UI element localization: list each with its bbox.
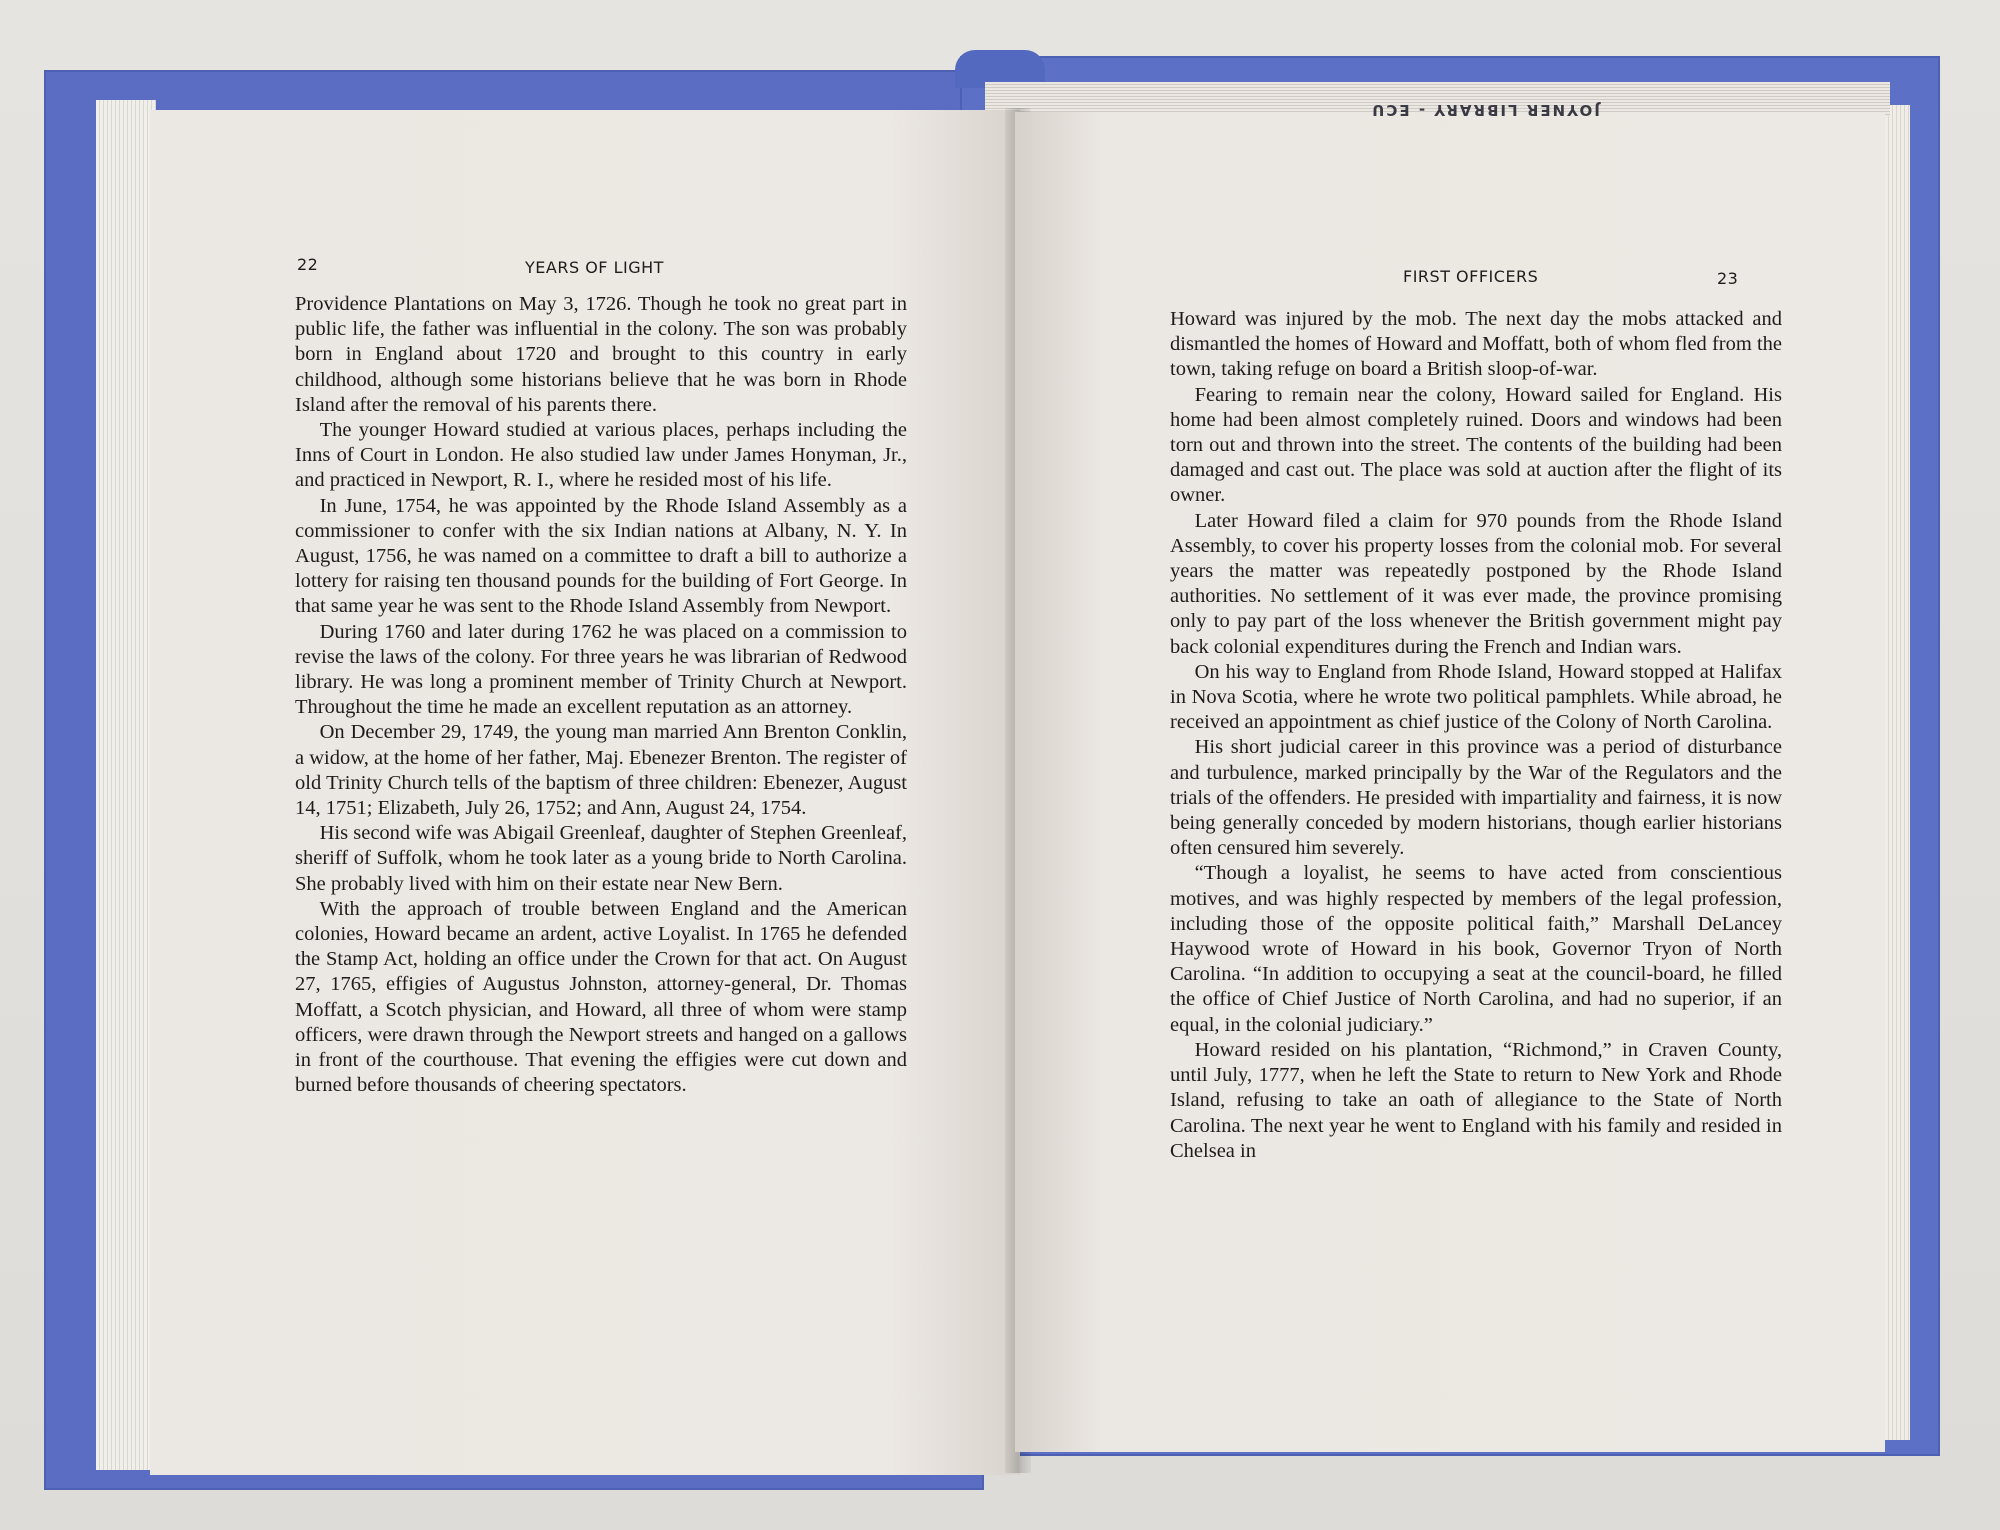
paragraph: Howard resided on his plantation, “Richmond,” in Craven County, until July, 1777, when he left the State to return to New York and Rhode Island, refusing to take an oath of allegiance to the State of North Carolina. The next year he went to England with his family and resided in Chelsea in xyxy=(1170,1038,1782,1162)
paragraph: “Though a loyalist, he seems to have acted from conscientious motives, and was highly respected by members of the legal profession, including those of the opposite political faith,” Marshall DeLancey Haywood wrote of Howard in his book, Governor Tryon of North Carolina. “In addition to occupying a seat at the council-board, he filled the office of Chief Justice of North Carolina, and had no superior, if an equal, in the colonial judiciary.” xyxy=(1170,862,1782,1036)
paragraph: With the approach of trouble between England and the American colonies, Howard became an ardent, active Loyalist. In 1765 he defended the Stamp Act, holding an office under the Crown for that act. On August 27, 1765, effigies of Augustus Johnston, attorney-general, Dr. Thomas Moffatt, a Scotch physician, and Howard, all three of whom were stamp officers, were drawn through the Newport streets and hanged on a gallows in front of the courthouse. That evening the effigies were cut down and burned before thousands of cheering spectators. xyxy=(295,897,907,1097)
paragraph: The younger Howard studied at various places, perhaps including the Inns of Court in London. He also studied law under James Honyman, Jr., and practiced in Newport, R. I., where he resided most of his life. xyxy=(295,419,907,492)
paragraph: His second wife was Abigail Greenleaf, daughter of Stephen Greenleaf, sheriff of Suffolk, whom he took later as a young bride to North Carolina. She probably lived with him on their estate near New Bern. xyxy=(295,822,907,895)
right-page-text xyxy=(1170,307,1782,1164)
page-edges-left xyxy=(96,100,156,1470)
paragraph: Howard was injured by the mob. The next day the mobs attacked and dismantled the homes of Howard and Moffatt, both of whom fled from the town, taking refuge on board a British sloop-of-war. xyxy=(1170,308,1782,381)
paragraph: On his way to England from Rhode Island, Howard stopped at Halifax in Nova Scotia, where he wrote two political pamphlets. While abroad, he received an appointment as chief justice of the Colony of North Carolina. xyxy=(1170,660,1782,734)
left-running-head: YEARS OF LIGHT xyxy=(525,258,664,277)
paragraph: Fearing to remain near the colony, Howard sailed for England. His home had been almost completely ruined. Doors and windows had been torn out and thrown into the street. The contents of the building had been damaged and cast out. The place was sold at auction after the flight of its owner. xyxy=(1170,383,1782,507)
paragraph: Providence Plantations on May 3, 1726. Though he took no great part in public life, the father was influential in the colony. The son was probably born in England about 1720 and brought to this country in early childhood, although some historians believe that he was born in Rhode Island after the removal of his parents there. xyxy=(295,293,907,416)
right-page-number: 23 xyxy=(1717,269,1739,288)
library-stamp: JOYNER LIBRARY - ECU xyxy=(1370,101,1600,119)
left-page-number: 22 xyxy=(297,255,319,274)
paragraph: Later Howard filed a claim for 970 pounds from the Rhode Island Assembly, to cover his property losses from the colonial mob. For several years the matter was repeatedly postponed by the Rhode Island authorities. No settlement of it was ever made, the province promising only to pay part of the loss whenever the British government might pay back colonial expenditures during the French and Indian wars. xyxy=(1170,509,1782,658)
paragraph: During 1760 and later during 1762 he was placed on a commission to revise the laws of the colony. For three years he was librarian of Redwood library. He was long a prominent member of Trinity Church at Newport. Throughout the time he made an excellent reputation as an attorney. xyxy=(295,620,907,719)
left-page-text xyxy=(295,292,907,1099)
paragraph: In June, 1754, he was appointed by the Rhode Island Assembly as a commissioner to confer with the six Indian nations at Albany, N. Y. In August, 1756, he was named on a committee to draft a bill to authorize a lottery for raising ten thousand pounds for the building of Fort George. In that same year he was sent to the Rhode Island Assembly from Newport. xyxy=(295,494,907,618)
left-page xyxy=(150,110,1020,1475)
paragraph: His short judicial career in this province was a period of disturbance and turbulence, marked principally by the War of the Regulators and the trials of the offenders. He presided with impartiality and fairness, it is now being generally conceded by modern historians, though earlier historians often censured him severely. xyxy=(1170,736,1782,860)
right-page xyxy=(1015,112,1885,1452)
right-running-head: FIRST OFFICERS xyxy=(1403,267,1539,286)
paragraph: On December 29, 1749, the young man married Ann Brenton Conklin, a widow, at the home of her father, Maj. Ebenezer Brenton. The register of old Trinity Church tells of the baptism of three children: Ebenezer, August 14, 1751; Elizabeth, July 26, 1752; and Ann, August 24, 1754. xyxy=(295,721,907,820)
